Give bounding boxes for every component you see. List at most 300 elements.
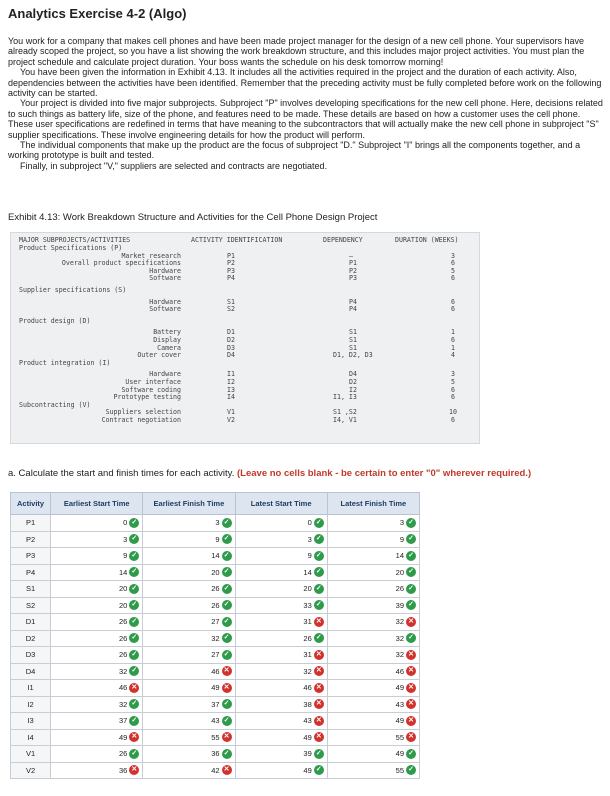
correct-check-icon: ✓	[222, 567, 232, 577]
incorrect-x-icon: ✕	[406, 683, 416, 693]
correct-check-icon: ✓	[129, 534, 139, 544]
earliest-start-input[interactable]	[51, 762, 143, 779]
activity-label: D2	[11, 630, 51, 647]
col-latest-start: Latest Start Time	[235, 493, 327, 515]
earliest-finish-input[interactable]	[143, 696, 235, 713]
wbs-activity-id: V1	[227, 408, 235, 417]
correct-check-icon: ✓	[129, 650, 139, 660]
wbs-duration: 6	[451, 385, 455, 394]
correct-check-icon: ✓	[222, 617, 232, 627]
intro-paragraph: Your project is divided into five major subprojects. Subproject "P" involves developing specifications for the new cell phone. Here, decisions related to such things as battery life, size of the phone, and features need to be made. These details are based on how a customer uses the cell phone. These user specifications are redefined in terms that have meaning to the subcontractors that will actually make the new cell phone in subproject "S" supplier specifications. These involve engineering details for how the product will perform.	[8, 98, 603, 140]
wbs-activity-id: I4	[227, 393, 235, 402]
latest-finish-input[interactable]	[327, 581, 419, 598]
correct-check-icon: ✓	[222, 518, 232, 528]
activity-label: P1	[11, 515, 51, 532]
table-row	[11, 746, 420, 763]
earliest-finish-input[interactable]	[143, 581, 235, 598]
earliest-start-input-value[interactable]: 26	[118, 633, 128, 643]
wbs-activity-id: D4	[227, 351, 235, 360]
latest-finish-input-value[interactable]: 49	[395, 683, 404, 693]
incorrect-x-icon: ✕	[406, 699, 416, 709]
earliest-start-input-value[interactable]: 20	[118, 584, 128, 594]
correct-check-icon: ✓	[406, 567, 416, 577]
wbs-duration: 6	[451, 336, 455, 344]
earliest-start-input-value[interactable]: 14	[118, 567, 128, 577]
correct-check-icon: ✓	[222, 551, 232, 561]
earliest-start-input[interactable]	[51, 746, 143, 763]
earliest-finish-input[interactable]	[143, 548, 235, 565]
earliest-finish-input[interactable]	[143, 713, 235, 730]
intro-paragraph: The individual components that make up the product are the focus of subproject "D." Subproject "I" brings all the components together, and a working prototype is built and tested.	[8, 140, 581, 161]
earliest-finish-input[interactable]	[143, 597, 235, 614]
activity-label: V2	[11, 762, 51, 779]
table-row	[11, 729, 420, 746]
activity-label: I1	[11, 680, 51, 697]
incorrect-x-icon: ✕	[129, 683, 139, 693]
latest-finish-input[interactable]	[327, 663, 419, 680]
latest-finish-input-value[interactable]: 39	[395, 600, 404, 610]
question	[8, 468, 531, 479]
incorrect-x-icon: ✕	[314, 716, 324, 726]
wbs-activity-label: Hardware	[149, 266, 181, 275]
latest-start-input[interactable]	[235, 663, 327, 680]
earliest-start-input-value[interactable]: 0	[123, 518, 128, 528]
earliest-finish-input-value[interactable]: 27	[211, 650, 220, 660]
earliest-start-input-value[interactable]: 26	[118, 650, 128, 660]
wbs-duration: 5	[451, 378, 455, 386]
earliest-start-input-value[interactable]: 32	[118, 666, 128, 676]
latest-start-input-value[interactable]: 38	[303, 699, 312, 709]
latest-start-input-value[interactable]: 14	[303, 567, 312, 577]
wbs-dependency: S1	[349, 336, 357, 344]
wbs-activity-label: Software	[149, 274, 181, 283]
wbs-activity-label: Software coding	[121, 385, 181, 394]
earliest-finish-input[interactable]	[143, 746, 235, 763]
earliest-start-input[interactable]	[51, 581, 143, 598]
latest-start-input[interactable]	[235, 564, 327, 581]
col-activity: Activity	[11, 493, 51, 515]
table-row	[11, 531, 420, 548]
table-row	[11, 647, 420, 664]
latest-start-input[interactable]	[235, 581, 327, 598]
wbs-activity-label: Overall product specifications	[61, 259, 181, 268]
earliest-finish-input-value[interactable]: 37	[211, 699, 220, 709]
wbs-group-label: Product integration (I)	[19, 358, 111, 367]
latest-finish-input-value[interactable]: 49	[395, 749, 404, 759]
correct-check-icon: ✓	[406, 765, 416, 775]
wbs-activity-id: V2	[227, 416, 235, 424]
page-title: Analytics Exercise 4-2 (Algo)	[8, 6, 187, 21]
earliest-start-input[interactable]	[51, 713, 143, 730]
latest-start-input-value[interactable]: 49	[303, 732, 312, 742]
wbs-dependency: S1 ,S2	[333, 408, 357, 417]
incorrect-x-icon: ✕	[314, 699, 324, 709]
activity-label: S1	[11, 581, 51, 598]
wbs-activity-id: S1	[227, 297, 235, 306]
latest-finish-input[interactable]	[327, 614, 419, 631]
earliest-start-input-value[interactable]: 26	[118, 617, 128, 627]
latest-finish-input-value[interactable]: 32	[395, 650, 404, 660]
exhibit-title: Exhibit 4.13: Work Breakdown Structure and Activities for the Cell Phone Design Project	[8, 212, 378, 223]
correct-check-icon: ✓	[129, 716, 139, 726]
latest-finish-input-value[interactable]: 55	[395, 732, 404, 742]
correct-check-icon: ✓	[314, 551, 324, 561]
earliest-start-input-value[interactable]: 32	[118, 699, 128, 709]
correct-check-icon: ✓	[406, 534, 416, 544]
wbs-activity-id: I3	[227, 385, 235, 394]
wbs-activity-label: Suppliers selection	[105, 408, 181, 417]
latest-start-input-value[interactable]: 32	[303, 666, 312, 676]
wbs-duration: 1	[451, 328, 455, 337]
earliest-start-input[interactable]	[51, 564, 143, 581]
correct-check-icon: ✓	[314, 534, 324, 544]
latest-finish-input[interactable]	[327, 531, 419, 548]
latest-start-input-value[interactable]: 33	[303, 600, 312, 610]
earliest-finish-input-value[interactable]: 49	[211, 683, 220, 693]
correct-check-icon: ✓	[129, 633, 139, 643]
wbs-activity-label: Market research	[121, 251, 181, 260]
latest-start-input-value[interactable]: 43	[303, 716, 312, 726]
wbs-activity-id: D1	[227, 328, 235, 337]
latest-start-input-value[interactable]: 9	[307, 551, 312, 561]
earliest-start-input[interactable]	[51, 663, 143, 680]
latest-finish-input-value[interactable]: 9	[399, 534, 404, 544]
earliest-start-input[interactable]	[51, 630, 143, 647]
earliest-finish-input-value[interactable]: 26	[211, 600, 220, 610]
wbs-dependency: D4	[349, 370, 357, 379]
earliest-finish-input-value[interactable]: 14	[211, 551, 220, 561]
incorrect-x-icon: ✕	[314, 683, 324, 693]
activity-label: P2	[11, 531, 51, 548]
wbs-activity-id: P3	[227, 266, 235, 275]
wbs-dependency: S1	[349, 343, 357, 352]
activity-label: D3	[11, 647, 51, 664]
wbs-header: ACTIVITY IDENTIFICATION	[191, 236, 283, 244]
latest-start-input[interactable]	[235, 614, 327, 631]
earliest-start-input-value[interactable]: 49	[118, 732, 128, 742]
latest-finish-input[interactable]	[327, 746, 419, 763]
incorrect-x-icon: ✕	[314, 666, 324, 676]
latest-finish-input-value[interactable]: 55	[395, 765, 404, 775]
correct-check-icon: ✓	[129, 551, 139, 561]
earliest-finish-input[interactable]	[143, 564, 235, 581]
latest-finish-input-value[interactable]: 49	[395, 716, 404, 726]
wbs-activity-label: Hardware	[149, 370, 181, 379]
earliest-finish-input-value[interactable]: 42	[211, 765, 220, 775]
wbs-dependency: I1, I3	[333, 393, 357, 402]
latest-start-input[interactable]	[235, 713, 327, 730]
wbs-duration: 3	[451, 370, 455, 379]
wbs-dependency: P1	[349, 259, 357, 268]
wbs-duration: 3	[451, 251, 455, 260]
activity-label: I2	[11, 696, 51, 713]
wbs-dependency: D1, D2, D3	[333, 351, 373, 360]
latest-finish-input-value[interactable]: 46	[395, 666, 404, 676]
earliest-finish-input[interactable]	[143, 663, 235, 680]
wbs-duration: 5	[451, 266, 455, 275]
correct-check-icon: ✓	[129, 666, 139, 676]
correct-check-icon: ✓	[222, 716, 232, 726]
earliest-finish-input[interactable]	[143, 515, 235, 532]
correct-check-icon: ✓	[314, 567, 324, 577]
table-row	[11, 581, 420, 598]
correct-check-icon: ✓	[129, 518, 139, 528]
latest-start-input-value[interactable]: 0	[307, 518, 312, 528]
table-row	[11, 515, 420, 532]
latest-finish-input[interactable]	[327, 647, 419, 664]
latest-start-input-value[interactable]: 3	[307, 534, 312, 544]
latest-finish-input[interactable]	[327, 762, 419, 779]
latest-start-input-value[interactable]: 20	[303, 584, 312, 594]
correct-check-icon: ✓	[406, 551, 416, 561]
table-row	[11, 597, 420, 614]
incorrect-x-icon: ✕	[406, 716, 416, 726]
activity-label: I4	[11, 729, 51, 746]
earliest-start-input-value[interactable]: 37	[118, 716, 128, 726]
earliest-finish-input-value[interactable]: 27	[211, 617, 220, 627]
latest-finish-input-value[interactable]: 32	[395, 617, 404, 627]
wbs-dependency: P4	[349, 305, 357, 314]
latest-start-input[interactable]	[235, 597, 327, 614]
wbs-duration: 10	[449, 408, 457, 417]
activity-label: S2	[11, 597, 51, 614]
wbs-dependency: S1	[349, 328, 357, 337]
latest-finish-input-value[interactable]: 32	[395, 633, 404, 643]
wbs-activity-label: Camera	[157, 343, 181, 352]
correct-check-icon: ✓	[222, 749, 232, 759]
incorrect-x-icon: ✕	[314, 617, 324, 627]
earliest-finish-input-value[interactable]: 46	[211, 666, 220, 676]
answer-table	[10, 492, 420, 779]
wbs-activity-id: I2	[227, 378, 235, 386]
earliest-start-input[interactable]	[51, 597, 143, 614]
correct-check-icon: ✓	[129, 600, 139, 610]
wbs-duration: 1	[451, 343, 455, 352]
earliest-start-input[interactable]	[51, 531, 143, 548]
wbs-activity-id: I1	[227, 370, 235, 379]
table-row	[11, 630, 420, 647]
correct-check-icon: ✓	[314, 749, 324, 759]
earliest-finish-input[interactable]	[143, 647, 235, 664]
latest-start-input[interactable]	[235, 680, 327, 697]
wbs-duration: 6	[451, 297, 455, 306]
question-text: a. Calculate the start and finish times for each activity.	[8, 468, 235, 479]
latest-finish-input[interactable]	[327, 564, 419, 581]
latest-start-input[interactable]	[235, 630, 327, 647]
correct-check-icon: ✓	[314, 600, 324, 610]
earliest-finish-input[interactable]	[143, 680, 235, 697]
earliest-finish-input-value[interactable]: 55	[211, 732, 220, 742]
table-row	[11, 762, 420, 779]
wbs-dependency: P4	[349, 297, 357, 306]
wbs-duration: 6	[451, 274, 455, 283]
table-row	[11, 663, 420, 680]
correct-check-icon: ✓	[129, 567, 139, 577]
latest-start-input[interactable]	[235, 746, 327, 763]
correct-check-icon: ✓	[406, 633, 416, 643]
latest-start-input[interactable]	[235, 515, 327, 532]
latest-start-input[interactable]	[235, 531, 327, 548]
correct-check-icon: ✓	[222, 534, 232, 544]
earliest-start-input-value[interactable]: 20	[118, 600, 128, 610]
incorrect-x-icon: ✕	[406, 650, 416, 660]
latest-start-input[interactable]	[235, 548, 327, 565]
latest-start-input[interactable]	[235, 696, 327, 713]
wbs-dependency: I4, V1	[333, 416, 357, 424]
correct-check-icon: ✓	[314, 633, 324, 643]
table-row	[11, 696, 420, 713]
latest-finish-input[interactable]	[327, 630, 419, 647]
col-earliest-finish: Earliest Finish Time	[143, 493, 235, 515]
correct-check-icon: ✓	[222, 650, 232, 660]
wbs-activity-id: P2	[227, 259, 235, 268]
earliest-finish-input[interactable]	[143, 729, 235, 746]
correct-check-icon: ✓	[314, 765, 324, 775]
latest-start-input-value[interactable]: 26	[303, 633, 312, 643]
incorrect-x-icon: ✕	[222, 732, 232, 742]
correct-check-icon: ✓	[406, 584, 416, 594]
earliest-start-input[interactable]	[51, 647, 143, 664]
question-note: (Leave no cells blank - be certain to enter "0" wherever required.)	[237, 468, 532, 479]
wbs-activity-label: Display	[153, 336, 181, 344]
correct-check-icon: ✓	[406, 749, 416, 759]
incorrect-x-icon: ✕	[222, 683, 232, 693]
wbs-duration: 6	[451, 259, 455, 268]
wbs-activity-label: Outer cover	[137, 351, 181, 360]
earliest-start-input-value[interactable]: 9	[123, 551, 128, 561]
correct-check-icon: ✓	[406, 518, 416, 528]
wbs-activity-id: P1	[227, 251, 235, 260]
earliest-finish-input-value[interactable]: 3	[215, 518, 220, 528]
latest-finish-input-value[interactable]: 43	[395, 699, 404, 709]
table-row	[11, 713, 420, 730]
earliest-start-input[interactable]	[51, 729, 143, 746]
wbs-duration: 6	[451, 393, 455, 402]
earliest-finish-input[interactable]	[143, 762, 235, 779]
earliest-finish-input-value[interactable]: 20	[211, 567, 220, 577]
earliest-start-input-value[interactable]: 46	[118, 683, 128, 693]
correct-check-icon: ✓	[314, 584, 324, 594]
incorrect-x-icon: ✕	[406, 732, 416, 742]
wbs-activity-label: Software	[149, 305, 181, 314]
correct-check-icon: ✓	[129, 584, 139, 594]
incorrect-x-icon: ✕	[129, 732, 139, 742]
latest-finish-input[interactable]	[327, 696, 419, 713]
latest-finish-input[interactable]	[327, 597, 419, 614]
wbs-activity-label: Hardware	[149, 297, 181, 306]
latest-finish-input[interactable]	[327, 515, 419, 532]
wbs-group-label: Product design (D)	[19, 316, 91, 325]
earliest-finish-input-value[interactable]: 26	[211, 584, 220, 594]
latest-finish-input-value[interactable]: 26	[395, 584, 404, 594]
earliest-start-input[interactable]	[51, 614, 143, 631]
incorrect-x-icon: ✕	[314, 732, 324, 742]
wbs-activity-label: Battery	[153, 328, 181, 337]
wbs-duration: 6	[451, 305, 455, 314]
correct-check-icon: ✓	[222, 584, 232, 594]
wbs-header: MAJOR SUBPROJECTS/ACTIVITIES	[19, 236, 131, 244]
incorrect-x-icon: ✕	[222, 666, 232, 676]
correct-check-icon: ✓	[222, 699, 232, 709]
intro-paragraph: You work for a company that makes cell phones and have been made project manager for the design of a new cell phone. Your supervisors have already scoped the project, so you have a list showing the work breakdown structure, and this includes major project activities. You must plan the project schedule and calculate project duration. Your boss wants the schedule on his desk tomorrow morning!	[8, 36, 585, 67]
wbs-activity-label: User interface	[125, 378, 181, 386]
latest-finish-input-value[interactable]: 20	[395, 567, 404, 577]
latest-finish-input[interactable]	[327, 680, 419, 697]
latest-finish-input[interactable]	[327, 729, 419, 746]
wbs-activity-label: Contract negotiation	[101, 416, 181, 424]
table-row	[11, 548, 420, 565]
incorrect-x-icon: ✕	[314, 650, 324, 660]
earliest-start-input[interactable]	[51, 515, 143, 532]
latest-finish-input[interactable]	[327, 713, 419, 730]
earliest-finish-input-value[interactable]: 43	[211, 716, 220, 726]
wbs-duration: 4	[451, 351, 455, 360]
latest-finish-input-value[interactable]: 14	[395, 551, 404, 561]
wbs-dependency: D2	[349, 378, 357, 386]
wbs-dependency: P2	[349, 266, 357, 275]
wbs-activity-id: D2	[227, 336, 235, 344]
activity-label: D1	[11, 614, 51, 631]
wbs-activity-id: S2	[227, 305, 235, 314]
earliest-finish-input-value[interactable]: 36	[211, 749, 220, 759]
correct-check-icon: ✓	[129, 749, 139, 759]
wbs-row	[11, 416, 479, 425]
col-latest-finish: Latest Finish Time	[327, 493, 419, 515]
wbs-dependency: —	[349, 251, 353, 260]
earliest-finish-input-value[interactable]: 32	[211, 633, 220, 643]
wbs-activity-label: Prototype testing	[113, 393, 181, 402]
intro-text	[8, 36, 604, 171]
correct-check-icon: ✓	[314, 518, 324, 528]
latest-start-input[interactable]	[235, 647, 327, 664]
earliest-start-input-value[interactable]: 26	[118, 749, 128, 759]
correct-check-icon: ✓	[129, 617, 139, 627]
incorrect-x-icon: ✕	[406, 666, 416, 676]
latest-start-input-value[interactable]: 46	[303, 683, 312, 693]
latest-start-input[interactable]	[235, 762, 327, 779]
latest-start-input-value[interactable]: 31	[303, 650, 312, 660]
latest-start-input-value[interactable]: 39	[303, 749, 312, 759]
activity-label: P3	[11, 548, 51, 565]
earliest-finish-input[interactable]	[143, 614, 235, 631]
correct-check-icon: ✓	[222, 600, 232, 610]
activity-label: D4	[11, 663, 51, 680]
activity-label: I3	[11, 713, 51, 730]
table-row	[11, 564, 420, 581]
wbs-exhibit-table	[10, 232, 480, 444]
earliest-start-input-value[interactable]: 3	[123, 534, 128, 544]
earliest-finish-input[interactable]	[143, 630, 235, 647]
earliest-start-input-value[interactable]: 36	[118, 765, 128, 775]
earliest-finish-input-value[interactable]: 9	[215, 534, 220, 544]
earliest-start-input[interactable]	[51, 696, 143, 713]
incorrect-x-icon: ✕	[222, 765, 232, 775]
latest-start-input-value[interactable]: 49	[303, 765, 312, 775]
earliest-start-input[interactable]	[51, 680, 143, 697]
latest-start-input-value[interactable]: 31	[303, 617, 312, 627]
table-row	[11, 680, 420, 697]
earliest-finish-input[interactable]	[143, 531, 235, 548]
wbs-activity-id: D3	[227, 343, 235, 352]
latest-finish-input-value[interactable]: 3	[399, 518, 404, 528]
correct-check-icon: ✓	[406, 600, 416, 610]
incorrect-x-icon: ✕	[129, 765, 139, 775]
correct-check-icon: ✓	[222, 633, 232, 643]
latest-finish-input[interactable]	[327, 548, 419, 565]
earliest-start-input[interactable]	[51, 548, 143, 565]
wbs-dependency: I2	[349, 385, 357, 394]
latest-start-input[interactable]	[235, 729, 327, 746]
